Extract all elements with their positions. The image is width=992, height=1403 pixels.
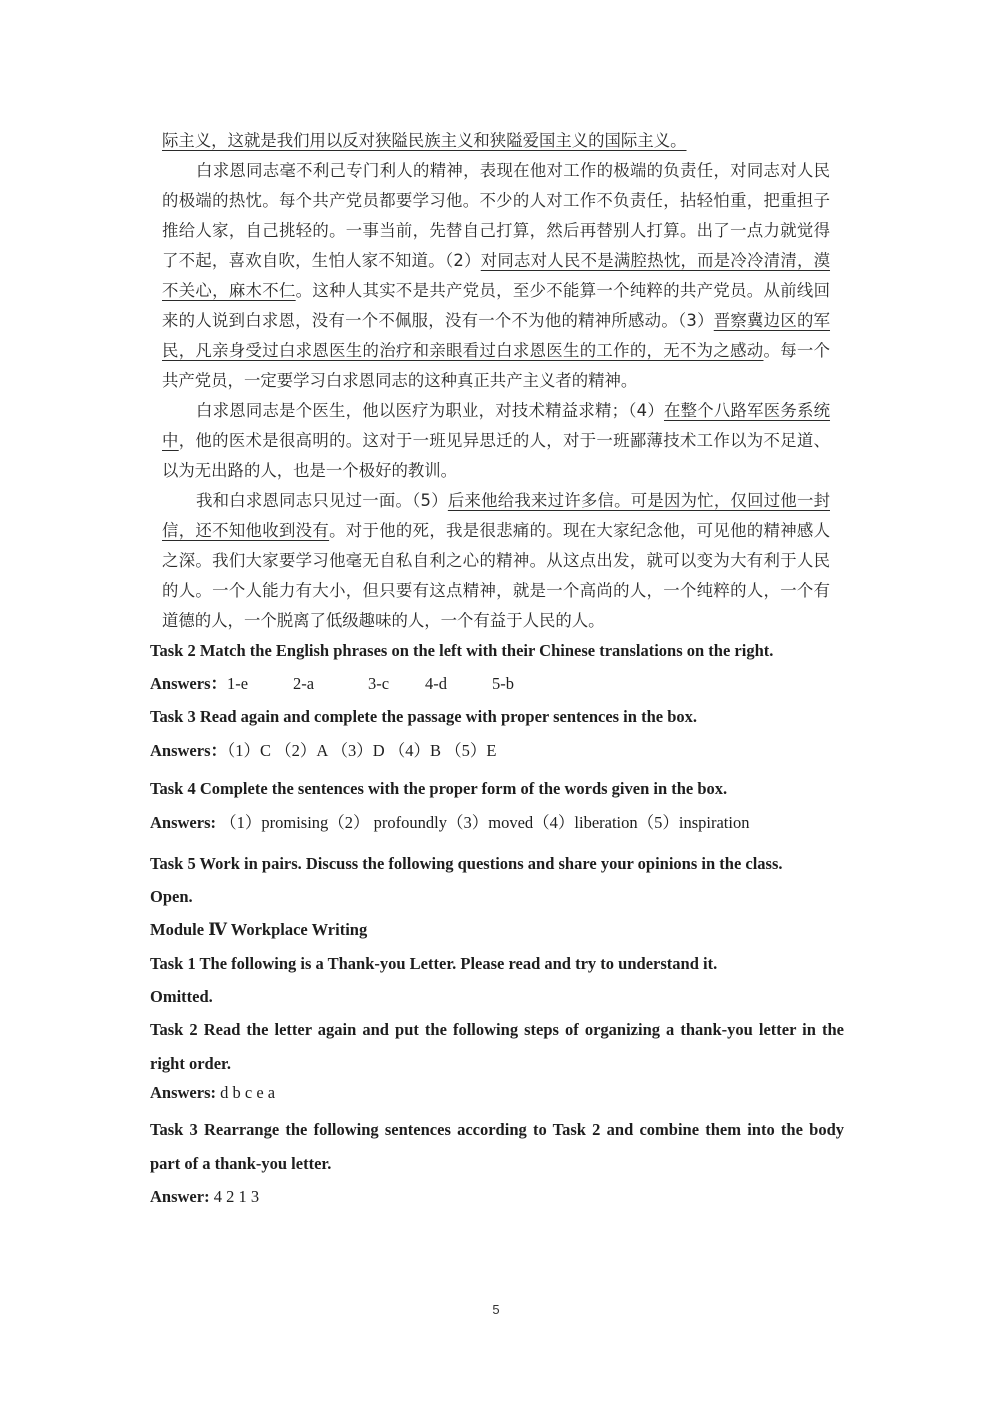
passage-paragraph [162, 486, 830, 636]
task4-heading: Task 4 Complete the sentences with the proper form of the words given in the box. [150, 779, 728, 798]
passage-paragraph [162, 396, 830, 486]
answer-item: 3-c [368, 674, 390, 693]
task4-answers: Answers: （1）promising（2） profoundly（3）moved（4）liberation（5）inspiration [150, 813, 750, 832]
page-number: 5 [492, 1302, 500, 1317]
underlined-answer-span: 对同志对人民不是满腔热忱，而是冷冷清清，漠不关心，麻木不仁 [162, 251, 831, 300]
writing-task3-answer: Answer: 4 2 1 3 [150, 1187, 260, 1206]
answer-item: 2-a [293, 674, 315, 693]
writing-task2-heading: Task 2 Read the letter again and put the following steps of organizing a thank-you letter in the right order. [150, 1020, 844, 1073]
writing-task1-heading: Task 1 The following is a Thank-you Letter. Please read and try to understand it. [150, 954, 718, 973]
passage-text: 。每一个共产党员，一定要学习白求恩同志的这种真正共产主义者的精神。 [162, 341, 830, 390]
passage-text: 白求恩同志毫不利己专门利人的精神，表现在他对工作的极端的负责任，对同志对人民的极端的热忱。每个共产党员都要学习他。不少的人对工作不负责任，拈轻怕重，把重担子推给人家，自己挑轻的。一事当前，先替自己打算，然后再替别人打算。出了一点力就觉得了不起，喜欢自吹，生怕人家不知道。（2） [162, 161, 830, 270]
answer-item: 5-b [492, 674, 514, 693]
task5-heading: Task 5 Work in pairs. Discuss the following questions and share your opinions in the class. [150, 854, 783, 873]
writing-task2-answer: Answers: d b c e a [150, 1083, 276, 1102]
task5-answer: Open. [150, 887, 193, 906]
writing-task3-heading: Task 3 Rearrange the following sentences according to Task 2 and combine them into the body part of a thank-you letter. [150, 1120, 844, 1173]
passage-text: 白求恩同志是个医生，他以医疗为职业，对技术精益求精；（4） [196, 401, 664, 420]
underlined-answer-span: 晋察冀边区的军民，凡亲身受过白求恩医生的治疗和亲眼看过白求恩医生的工作的，无不为之感动 [162, 311, 831, 360]
passage-text: 。这种人其实不是共产党员，至少不能算一个纯粹的共产党员。从前线回来的人说到白求恩，没有一个不佩服，没有一个不为他的精神所感动。（3） [162, 281, 831, 330]
underlined-answer-span: 在整个八路军医务系统中 [162, 401, 831, 450]
task2-answers: Answers：1-e 2-a 3-c 4-d 5-b [150, 667, 844, 701]
passage-text: 。对于他的死，我是很悲痛的。现在大家纪念他，可见他的精神感人之深。我们大家要学习他毫无自私自利之心的精神。从这点出发，就可以变为大有利于人民的人。一个人能力有大小，但只要有这点精神，就是一个高尚的人，一个纯粹的人，一个有道德的人，一个脱离了低级趣味的人，一个有益于人民的人。 [162, 521, 831, 630]
task2-heading: Task 2 Match the English phrases on the left with their Chinese translations on the right. [150, 641, 774, 660]
passage-paragraph [162, 126, 830, 156]
answer-item: 1-e [227, 674, 249, 693]
module-heading: Module Ⅳ Workplace Writing [150, 920, 368, 939]
passage-paragraph [162, 156, 830, 396]
underlined-answer-span: 后来他给我来过许多信。可是因为忙，仅回过他一封信，还不知他收到没有 [162, 491, 830, 540]
underlined-answer-span: 际主义，这就是我们用以反对狭隘民族主义和狭隘爱国主义的国际主义。 [162, 131, 687, 150]
passage-text: ，他的医术是很高明的。这对于一班见异思迁的人，对于一班鄙薄技术工作以为不足道、以为无出路的人，也是一个极好的教训。 [162, 431, 831, 480]
task3-answers: Answers：（1）C （2）A （3）D （4）B （5）E [150, 741, 497, 760]
passage-text: 我和白求恩同志只见过一面。（5） [196, 491, 448, 510]
writing-task1-answer: Omitted. [150, 987, 213, 1006]
task3-heading: Task 3 Read again and complete the passage with proper sentences in the box. [150, 707, 697, 726]
answer-item: 4-d [425, 674, 447, 693]
